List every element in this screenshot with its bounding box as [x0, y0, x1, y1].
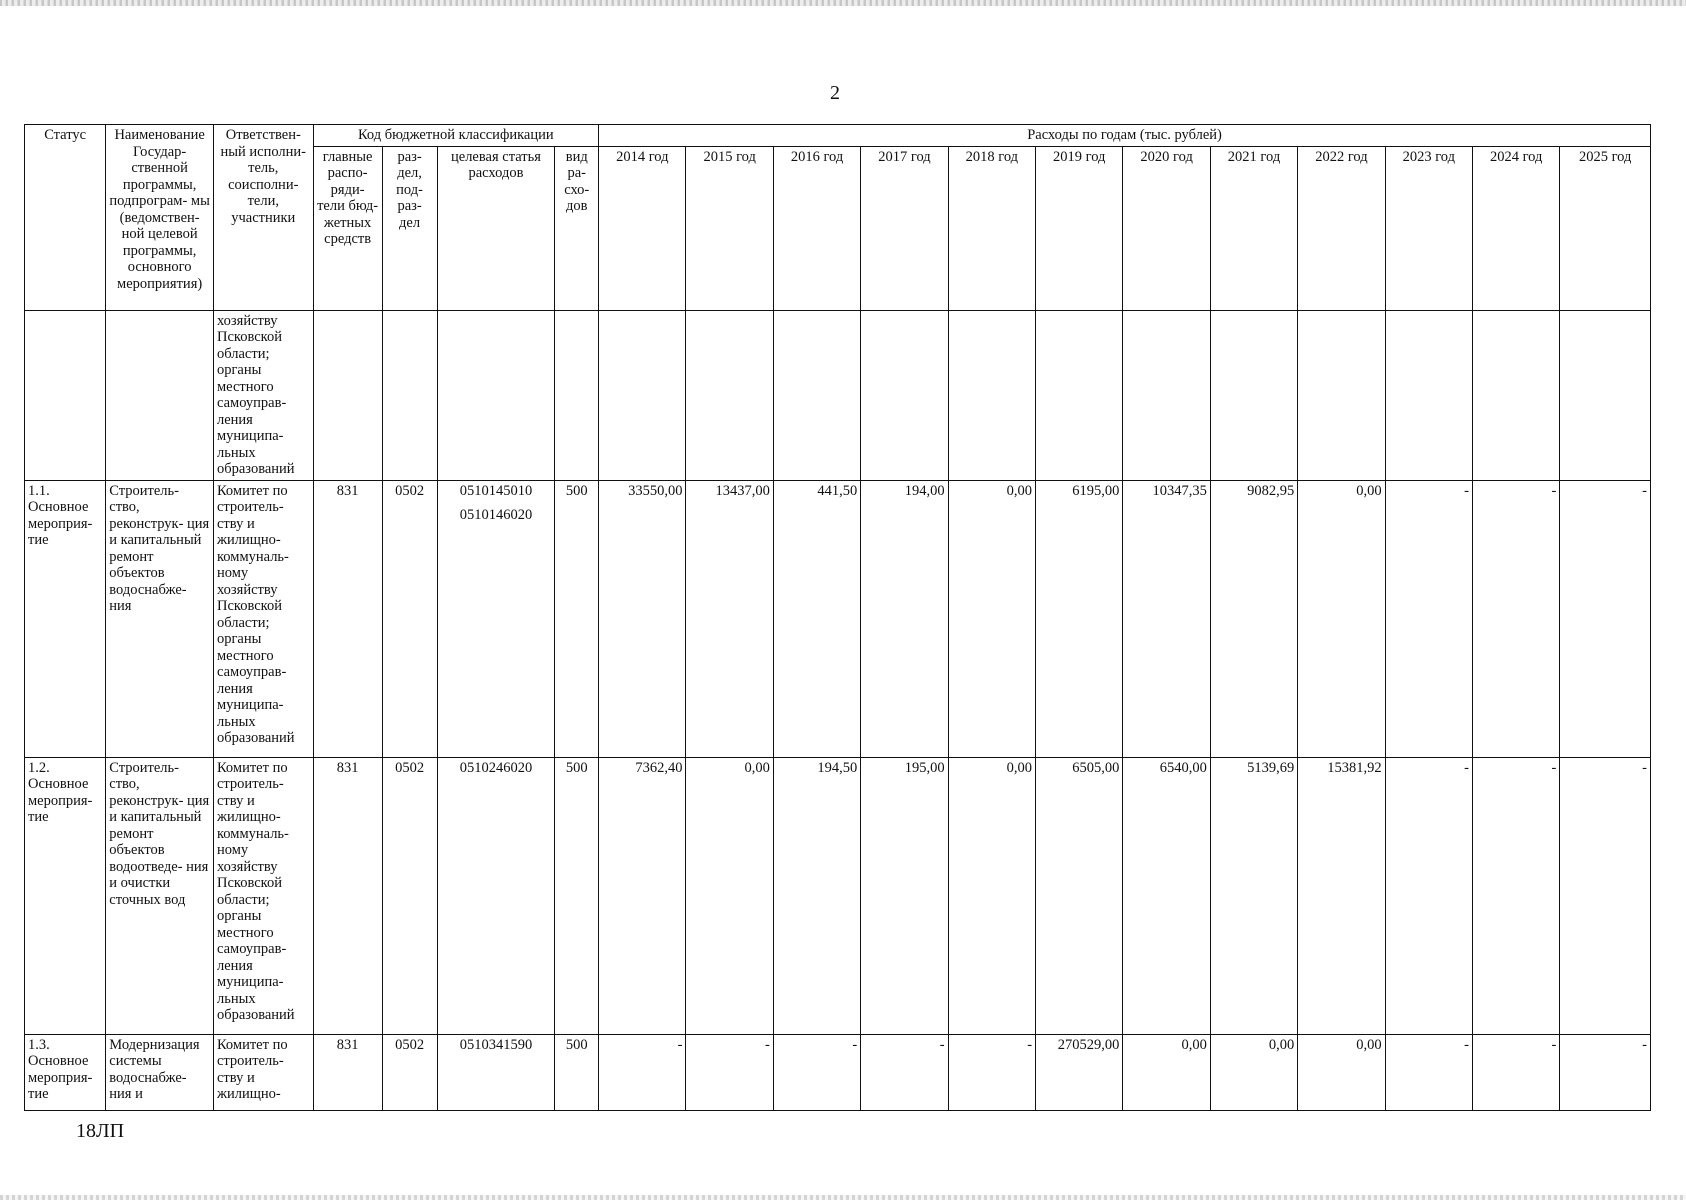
scan-edge-bottom	[0, 1195, 1686, 1200]
target-article-line: 0510145010	[459, 482, 533, 499]
target-article-line: 0510341590	[459, 1036, 533, 1053]
header-expense-kind: вид ра- схо- дов	[555, 146, 599, 310]
cell-year-2015: -	[686, 1034, 773, 1110]
header-year-2023: 2023 год	[1385, 146, 1472, 310]
table-row	[25, 757, 1651, 1034]
header-responsible: Ответствен- ный исполни- тель, соисполни- тели, участники	[213, 125, 313, 311]
cell-year-2022: 0,00	[1298, 480, 1385, 757]
cell-grbs: 831	[313, 757, 382, 1034]
cell-year-2018: 0,00	[948, 480, 1035, 757]
header-year-2015: 2015 год	[686, 146, 773, 310]
cell-year-2020: 10347,35	[1123, 480, 1210, 757]
cell-year-2016: -	[773, 1034, 860, 1110]
target-article-line: 0510246020	[459, 759, 533, 776]
cell-empty	[106, 310, 214, 480]
cell-year-2021: 5139,69	[1210, 757, 1297, 1034]
cell-empty	[313, 310, 382, 480]
header-row-top	[25, 125, 1651, 147]
cell-year-2015: 0,00	[686, 757, 773, 1034]
cell-year-2016: 441,50	[773, 480, 860, 757]
cell-responsible: хозяйству Псковской области; органы местного самоуправ- ления муниципа- льных образований	[213, 310, 313, 480]
cell-section: 0502	[382, 1034, 437, 1110]
cell-empty	[1036, 310, 1123, 480]
cell-empty	[1123, 310, 1210, 480]
cell-year-2025: -	[1560, 757, 1651, 1034]
header-expenses-group: Расходы по годам (тыс. рублей)	[599, 125, 1651, 147]
header-target-article: целевая статья расходов	[437, 146, 555, 310]
cell-expense-kind: 500	[555, 480, 599, 757]
cell-grbs: 831	[313, 1034, 382, 1110]
table-row	[25, 480, 1651, 757]
cell-year-2020: 0,00	[1123, 1034, 1210, 1110]
cell-year-2014: -	[599, 1034, 686, 1110]
document-footer-code: 18ЛП	[76, 1120, 125, 1142]
cell-empty	[555, 310, 599, 480]
cell-year-2023: -	[1385, 1034, 1472, 1110]
header-year-2014: 2014 год	[599, 146, 686, 310]
cell-empty	[25, 310, 106, 480]
header-program-name: Наименование Государ- ственной программы, подпрограм- мы (ведомствен- ной целевой программы, основного мероприятия)	[106, 125, 214, 311]
header-year-2025: 2025 год	[1560, 146, 1651, 310]
cell-year-2015: 13437,00	[686, 480, 773, 757]
cell-responsible: Комитет по строитель- ству и жилищно- коммуналь- ному хозяйству Псковской области; органы местного самоуправ- ления муниципа- льных образований	[213, 480, 313, 757]
cell-year-2018: 0,00	[948, 757, 1035, 1034]
header-year-2016: 2016 год	[773, 146, 860, 310]
cell-status: 1.1. Основное мероприя- тие	[25, 480, 106, 757]
cell-status: 1.2. Основное мероприя- тие	[25, 757, 106, 1034]
cell-target-article	[437, 1034, 555, 1110]
cell-year-2019: 270529,00	[1036, 1034, 1123, 1110]
cell-year-2019: 6505,00	[1036, 757, 1123, 1034]
cell-target-article	[437, 757, 555, 1034]
cell-year-2019: 6195,00	[1036, 480, 1123, 757]
cell-empty	[773, 310, 860, 480]
budget-table	[24, 124, 1651, 1111]
cell-empty	[861, 310, 948, 480]
header-year-2018: 2018 год	[948, 146, 1035, 310]
cell-empty	[1560, 310, 1651, 480]
cell-year-2023: -	[1385, 480, 1472, 757]
page-number: 2	[830, 82, 840, 104]
cell-year-2025: -	[1560, 1034, 1651, 1110]
cell-year-2024: -	[1472, 757, 1559, 1034]
cell-year-2018: -	[948, 1034, 1035, 1110]
header-year-2022: 2022 год	[1298, 146, 1385, 310]
cell-year-2023: -	[1385, 757, 1472, 1034]
cell-year-2014: 33550,00	[599, 480, 686, 757]
cell-empty	[1210, 310, 1297, 480]
cell-program-name: Строитель- ство, реконструк- ция и капитальный ремонт объектов водоотведе- ния и очистки сточных вод	[106, 757, 214, 1034]
cell-year-2024: -	[1472, 480, 1559, 757]
cell-year-2014: 7362,40	[599, 757, 686, 1034]
cell-empty	[1385, 310, 1472, 480]
header-year-2021: 2021 год	[1210, 146, 1297, 310]
cell-year-2016: 194,50	[773, 757, 860, 1034]
table-row-continuation	[25, 310, 1651, 480]
header-grbs: главные распо- ряди- тели бюд- жетных средств	[313, 146, 382, 310]
header-year-2020: 2020 год	[1123, 146, 1210, 310]
cell-empty	[382, 310, 437, 480]
header-year-2019: 2019 год	[1036, 146, 1123, 310]
cell-empty	[599, 310, 686, 480]
cell-year-2022: 0,00	[1298, 1034, 1385, 1110]
cell-empty	[686, 310, 773, 480]
header-status: Статус	[25, 125, 106, 311]
cell-empty	[948, 310, 1035, 480]
cell-empty	[1472, 310, 1559, 480]
cell-expense-kind: 500	[555, 1034, 599, 1110]
cell-target-article	[437, 480, 555, 757]
cell-year-2020: 6540,00	[1123, 757, 1210, 1034]
cell-year-2017: 194,00	[861, 480, 948, 757]
cell-year-2017: 195,00	[861, 757, 948, 1034]
cell-year-2021: 0,00	[1210, 1034, 1297, 1110]
header-budget-code-group: Код бюджетной классификации	[313, 125, 599, 147]
cell-section: 0502	[382, 480, 437, 757]
cell-empty	[1298, 310, 1385, 480]
cell-responsible: Комитет по строитель- ству и жилищно-	[213, 1034, 313, 1110]
header-year-2017: 2017 год	[861, 146, 948, 310]
table-row	[25, 1034, 1651, 1110]
cell-year-2024: -	[1472, 1034, 1559, 1110]
header-section: раз- дел, под- раз- дел	[382, 146, 437, 310]
cell-year-2022: 15381,92	[1298, 757, 1385, 1034]
target-article-line: 0510146020	[459, 507, 533, 523]
cell-expense-kind: 500	[555, 757, 599, 1034]
cell-year-2025: -	[1560, 480, 1651, 757]
cell-section: 0502	[382, 757, 437, 1034]
cell-year-2021: 9082,95	[1210, 480, 1297, 757]
cell-empty	[437, 310, 555, 480]
cell-program-name: Строитель- ство, реконструк- ция и капитальный ремонт объектов водоснабже- ния	[106, 480, 214, 757]
cell-responsible: Комитет по строитель- ству и жилищно- коммуналь- ному хозяйству Псковской области; органы местного самоуправ- ления муниципа- льных образований	[213, 757, 313, 1034]
scan-edge-top	[0, 0, 1686, 6]
cell-grbs: 831	[313, 480, 382, 757]
cell-status: 1.3. Основное мероприя- тие	[25, 1034, 106, 1110]
cell-year-2017: -	[861, 1034, 948, 1110]
header-year-2024: 2024 год	[1472, 146, 1559, 310]
cell-program-name: Модернизация системы водоснабже- ния и	[106, 1034, 214, 1110]
